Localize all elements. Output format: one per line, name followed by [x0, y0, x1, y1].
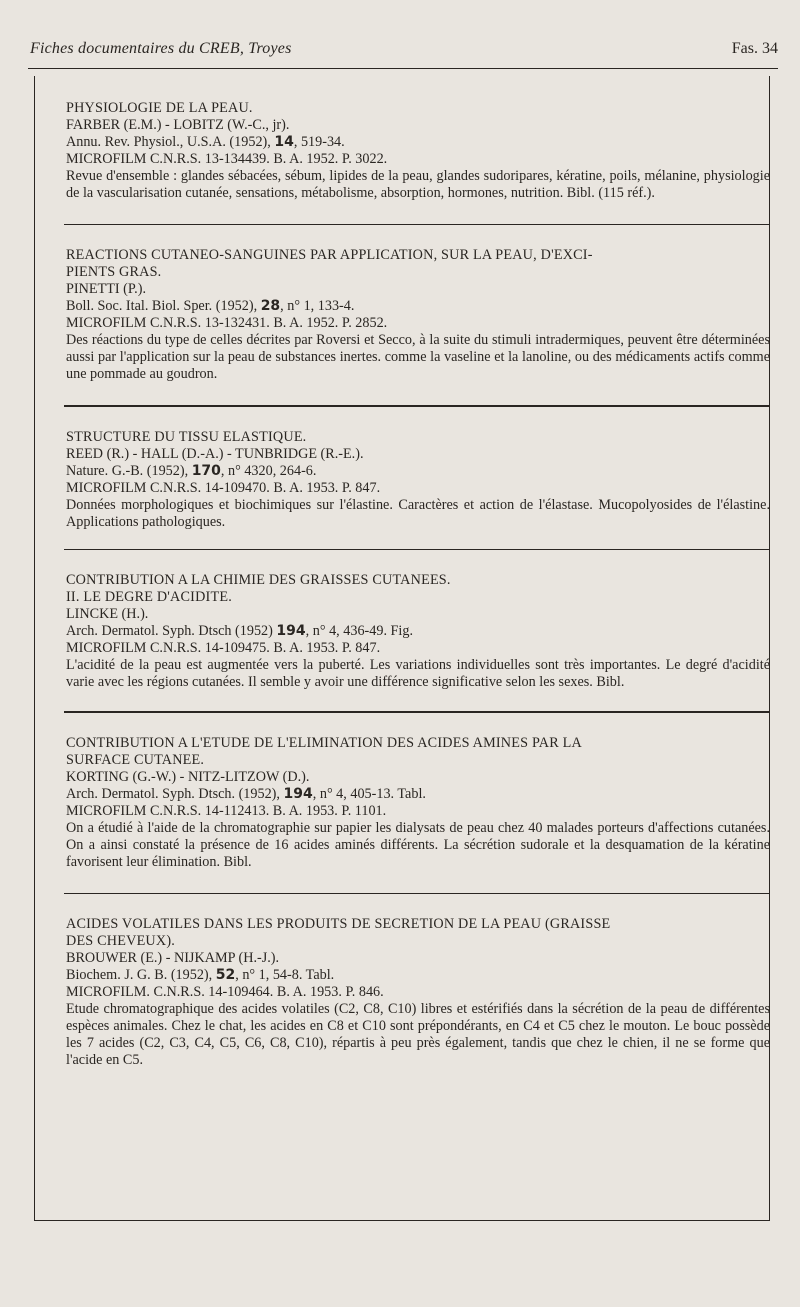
reference-volume: 194 — [276, 623, 306, 639]
reference-pages: , n° 1, 54-8. Tabl. — [235, 967, 335, 983]
reference-pages: , 519-34. — [293, 134, 345, 150]
entry-microfilm: MICROFILM C.N.R.S. 14-112413. B. A. 1953. P. 1101. — [66, 803, 387, 819]
entry-description: On a étudié à l'aide de la chromatographie sur papier les dialysats de peau chez 40 malades porteurs d'affections cutanées. On a ainsi constaté la présence de 16 acides aminés différents. La sécrétion sudorale et la desquamation de la kératine favorisent leur élimination. Bibl. — [66, 820, 770, 870]
entry-separator — [64, 893, 770, 894]
entry-description: Données morphologiques et biochimiques sur l'élastine. Caractères et action de l'élastase. Mucopolyosides de l'élastine. Applications pathologiques. — [66, 497, 770, 530]
entry-list — [66, 100, 770, 1069]
reference-volume: 170 — [191, 463, 221, 479]
reference-pages: , n° 1, 133-4. — [280, 298, 355, 314]
entry-authors: REED (R.) - HALL (D.-A.) - TUNBRIDGE (R.-E.). — [66, 446, 364, 462]
entry-microfilm: MICROFILM C.N.R.S. 13-132431. B. A. 1952. P. 2852. — [66, 315, 388, 331]
entry — [66, 916, 770, 1069]
entry-title: REACTIONS CUTANEO-SANGUINES PAR APPLICATION, SUR LA PEAU, D'EXCI- — [66, 247, 593, 263]
entry-microfilm: MICROFILM. C.N.R.S. 14-109464. B. A. 1953. P. 846. — [66, 984, 384, 1000]
entry-reference — [66, 134, 770, 151]
reference-source: Boll. Soc. Ital. Biol. Sper. (1952), — [66, 298, 258, 314]
entry-authors: BROUWER (E.) - NIJKAMP (H.-J.). — [66, 950, 280, 966]
entry-authors: FARBER (E.M.) - LOBITZ (W.-C., jr). — [66, 117, 290, 133]
entry-reference — [66, 967, 770, 984]
page-number: Fas. 34 — [731, 40, 778, 57]
entry-title: CONTRIBUTION A LA CHIMIE DES GRAISSES CUTANEES. — [66, 572, 451, 588]
entry-description: L'acidité de la peau est augmentée vers la puberté. Les variations individuelles sont très importantes. Le degré d'acidité varie avec les régions cutanées. Il semble y avoir une différence significative selon les sexes. Bibl. — [66, 657, 770, 690]
reference-source: Biochem. J. G. B. (1952), — [66, 967, 213, 983]
header-rule — [28, 68, 778, 69]
entry-separator — [64, 711, 770, 713]
reference-source: Arch. Dermatol. Syph. Dtsch (1952) — [66, 623, 273, 639]
reference-source: Arch. Dermatol. Syph. Dtsch. (1952), — [66, 786, 280, 802]
entry-separator — [64, 405, 770, 407]
entry-description: Revue d'ensemble : glandes sébacées, sébum, lipides de la peau, glandes sudoripares, kératine, poils, mélanine, physiologie de la vascularisation cutanée, sensations, métabolisme, absorption, hormones, nutrition. Bibl. (115 réf.). — [66, 168, 770, 201]
running-title: Fiches documentaires du CREB, Troyes — [30, 40, 292, 57]
entry-reference — [66, 786, 770, 803]
entry-microfilm: MICROFILM C.N.R.S. 13-134439. B. A. 1952. P. 3022. — [66, 151, 388, 167]
entry-title-continued: DES CHEVEUX). — [66, 933, 175, 949]
reference-volume: 28 — [260, 298, 281, 314]
entry-title-continued: PIENTS GRAS. — [66, 264, 162, 280]
entry — [66, 429, 770, 531]
entry-title: STRUCTURE DU TISSU ELASTIQUE. — [66, 429, 307, 445]
entry-title: PHYSIOLOGIE DE LA PEAU. — [66, 100, 253, 116]
entry — [66, 572, 770, 691]
reference-source: Nature. G.-B. (1952), — [66, 463, 189, 479]
entry-reference — [66, 298, 770, 315]
reference-volume: 52 — [215, 967, 236, 983]
reference-source: Annu. Rev. Physiol., U.S.A. (1952), — [66, 134, 271, 150]
entry-title: CONTRIBUTION A L'ETUDE DE L'ELIMINATION DES ACIDES AMINES PAR LA — [66, 735, 582, 751]
entry-separator — [64, 224, 770, 225]
entry-authors: PINETTI (P.). — [66, 281, 146, 297]
entry-title-continued: II. LE DEGRE D'ACIDITE. — [66, 589, 232, 605]
entry-description: Etude chromatographique des acides volatiles (C2, C8, C10) libres et estérifiés dans la sécrétion de la peau de différentes espèces animales. Chez le chat, les acides en C8 et C10 sont prépondérants, en C4 et C5 chez le mouton. Le bouc possède les 7 acides (C2, C3, C4, C5, C6, C8, C10), répartis à peu près également, tandis que chez le chien, il ne se forme que l'acide en C5. — [66, 1001, 770, 1068]
entry-description: Des réactions du type de celles décrites par Roversi et Secco, à la suite du stimuli intradermiques, peuvent être déterminées aussi par l'application sur la peau de substances inertes. comme la vaseline et la lanoline, ou des médicaments actifs comme une pommade au goudron. — [66, 332, 770, 382]
reference-volume: 14 — [274, 134, 294, 150]
entry-microfilm: MICROFILM C.N.R.S. 14-109475. B. A. 1953. P. 847. — [66, 640, 381, 656]
entry — [66, 735, 770, 871]
entry-authors: KORTING (G.-W.) - NITZ-LITZOW (D.). — [66, 769, 310, 785]
reference-pages: , n° 4320, 264-6. — [220, 463, 317, 479]
entry-reference — [66, 463, 770, 480]
entry-reference — [66, 623, 770, 640]
entry — [66, 100, 770, 202]
page-header — [30, 40, 778, 68]
entry-authors: LINCKE (H.). — [66, 606, 149, 622]
entry-title: ACIDES VOLATILES DANS LES PRODUITS DE SECRETION DE LA PEAU (GRAISSE — [66, 916, 611, 932]
entry-title-continued: SURFACE CUTANEE. — [66, 752, 205, 768]
entry-microfilm: MICROFILM C.N.R.S. 14-109470. B. A. 1953. P. 847. — [66, 480, 381, 496]
entry-separator — [64, 549, 770, 550]
reference-pages: , n° 4, 405-13. Tabl. — [312, 786, 426, 802]
entry — [66, 247, 770, 383]
reference-pages: , n° 4, 436-49. Fig. — [305, 623, 414, 639]
reference-volume: 194 — [283, 786, 313, 802]
